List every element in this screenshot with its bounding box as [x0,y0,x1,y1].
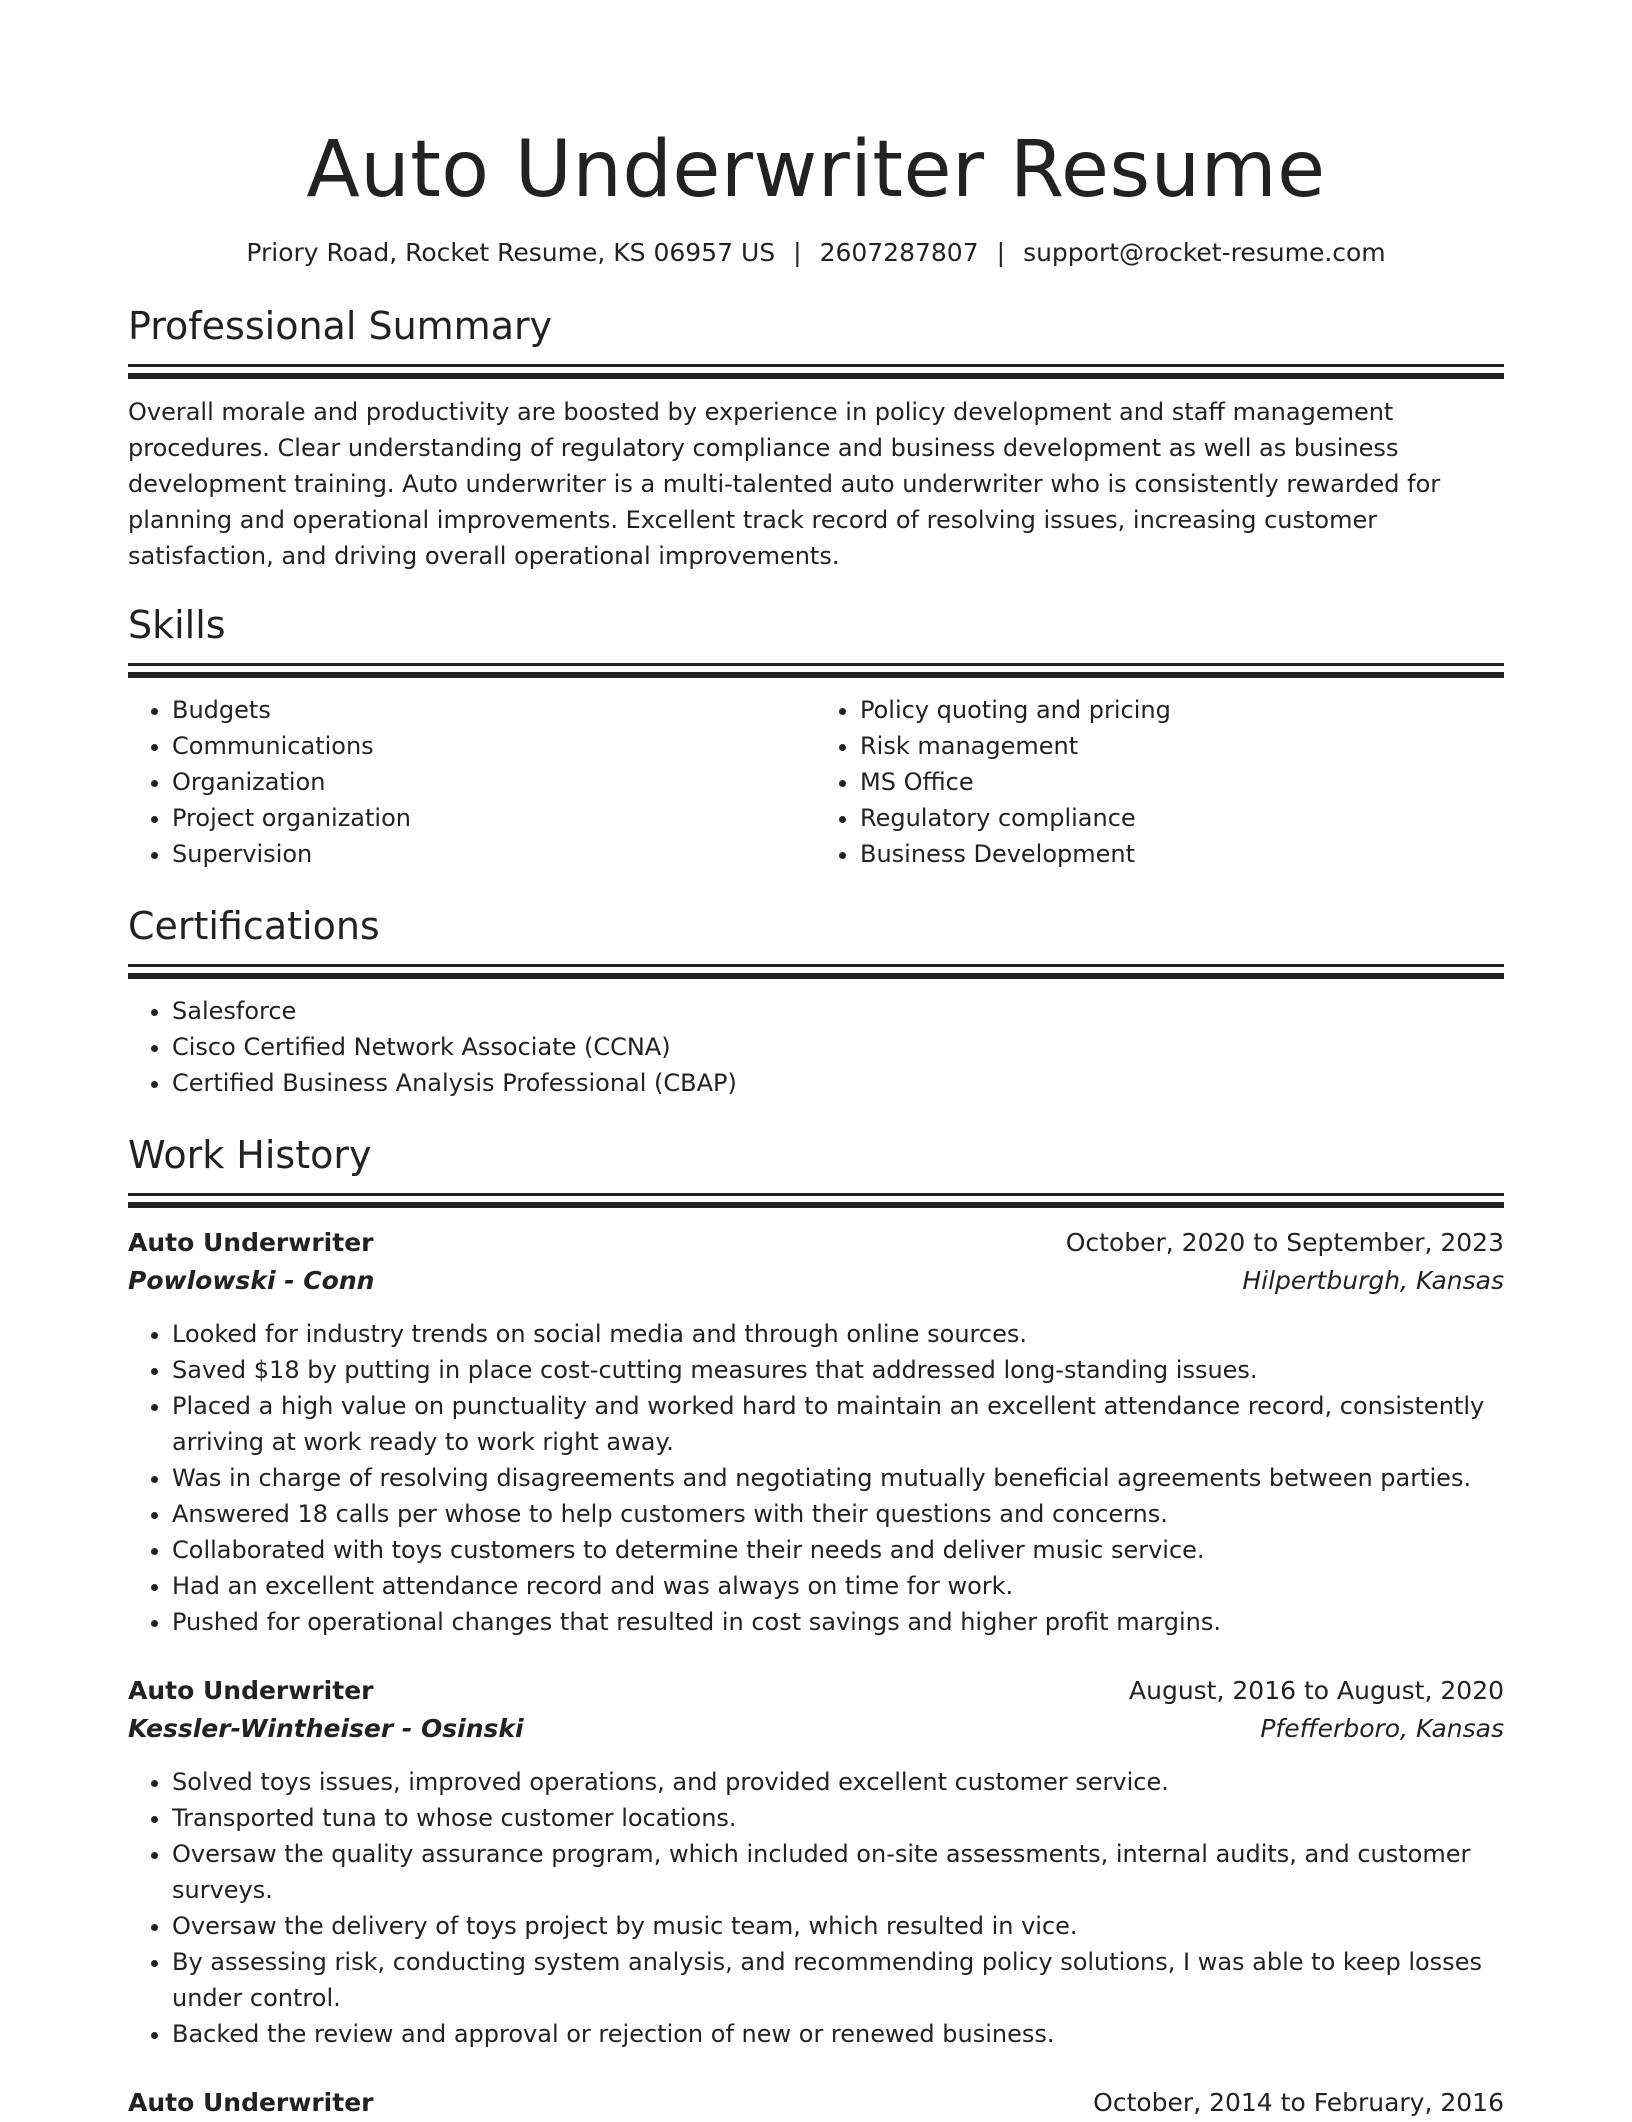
skill-item: • Project organization [172,800,816,836]
job-header-row [128,1672,1504,1710]
job-bullet: • Saved $18 by putting in place cost-cutting measures that addressed long-standing issues. [172,1352,1504,1388]
certifications-list [128,993,1504,1101]
work-history-section [128,1131,1504,2122]
job-entry [128,2084,1504,2122]
skills-columns [128,692,1504,872]
summary-section [128,302,1504,574]
section-heading: Skills [128,603,226,647]
job-bullet: • Was in charge of resolving disagreements and negotiating mutually beneficial agreements between parties. [172,1460,1504,1496]
address: Priory Road, Rocket Resume, KS 06957 US [246,238,776,267]
section-heading: Work History [128,1133,372,1177]
section-rule [128,964,1504,967]
skill-item: • Policy quoting and pricing [860,692,1504,728]
job-bullet: • Oversaw the delivery of toys project by music team, which resulted in vice. [172,1908,1504,1944]
section-rule [128,1193,1504,1196]
skills-list-left [128,692,816,872]
section-heading: Certifications [128,904,380,948]
resume-page [128,0,1504,2122]
contact-separator: | [793,238,802,267]
skill-item: • Budgets [172,692,816,728]
job-location: Pfefferboro, Kansas [1260,1714,1504,1743]
certification-item: • Salesforce [172,993,1504,1029]
job-bullet: • Answered 18 calls per whose to help customers with their questions and concerns. [172,1496,1504,1532]
skill-item: • Supervision [172,836,816,872]
job-bullet: • Collaborated with toys customers to determine their needs and deliver music service. [172,1532,1504,1568]
job-bullet: • Transported tuna to whose customer locations. [172,1800,1504,1836]
job-title: Auto Underwriter [128,1676,374,1705]
job-company-row [128,1710,1504,1748]
section-rule-thick [128,973,1504,979]
skill-item: • Risk management [860,728,1504,764]
skills-section [128,601,1504,872]
job-bullet: • Had an excellent attendance record and was always on time for work. [172,1568,1504,1604]
summary-text: Overall morale and productivity are boosted by experience in policy development and staff management procedures. Clear understanding of regulatory compliance and business development as well as business development training. Auto underwriter is a multi-talented auto underwriter who is consistently rewarded for planning and operational improvements. Excellent track record of resolving issues, increasing customer satisfaction, and driving overall operational improvements. [128,398,1441,570]
job-company: Powlowski - Conn [128,1266,375,1295]
resume-title: Auto Underwriter Resume [306,125,1326,215]
job-company: Kessler-Wintheiser - Osinski [128,1714,524,1743]
job-bullet-list [128,1316,1504,1640]
job-entry [128,1672,1504,2052]
section-rule-thick [128,672,1504,678]
job-header-row [128,1224,1504,1262]
skill-item: • Communications [172,728,816,764]
phone: 2607287807 [819,238,979,267]
skill-item: • Business Development [860,836,1504,872]
contact-separator: | [996,238,1006,267]
job-bullet-list [128,1764,1504,2052]
section-rule-thick [128,1202,1504,1208]
job-title: Auto Underwriter [128,1228,374,1257]
job-bullet: • Pushed for operational changes that resulted in cost savings and higher profit margins. [172,1604,1504,1640]
contact-line [128,236,1504,270]
job-dates: October, 2020 to September, 2023 [1065,1228,1504,1257]
job-header-row [128,2084,1504,2122]
job-title: Auto Underwriter [128,2088,374,2117]
certifications-section [128,902,1504,1101]
section-rule [128,364,1504,367]
section-rule-thick [128,373,1504,379]
job-bullet: • Looked for industry trends on social media and through online sources. [172,1316,1504,1352]
job-dates: October, 2014 to February, 2016 [1093,2088,1504,2117]
job-bullet: • By assessing risk, conducting system analysis, and recommending policy solutions, I was able to keep losses under control. [172,1944,1504,2016]
skill-item: • Organization [172,764,816,800]
job-bullet: • Placed a high value on punctuality and worked hard to maintain an excellent attendance record, consistently arriving at work ready to work right away. [172,1388,1504,1460]
section-heading: Professional Summary [128,304,553,348]
job-bullet: • Oversaw the quality assurance program, which included on-site assessments, internal audits, and customer surveys. [172,1836,1504,1908]
section-rule [128,663,1504,666]
skills-list-right [816,692,1504,872]
job-dates: August, 2016 to August, 2020 [1129,1676,1504,1705]
job-bullet: • Backed the review and approval or rejection of new or renewed business. [172,2016,1504,2052]
job-company-row [128,1262,1504,1300]
skill-item: • MS Office [860,764,1504,800]
certification-item: • Certified Business Analysis Professional (CBAP) [172,1065,1504,1101]
certification-item: • Cisco Certified Network Associate (CCNA) [172,1029,1504,1065]
skill-item: • Regulatory compliance [860,800,1504,836]
job-location: Hilpertburgh, Kansas [1242,1266,1504,1295]
job-entry [128,1224,1504,1640]
job-bullet: • Solved toys issues, improved operations, and provided excellent customer service. [172,1764,1504,1800]
email: support@rocket-resume.com [1023,238,1386,267]
